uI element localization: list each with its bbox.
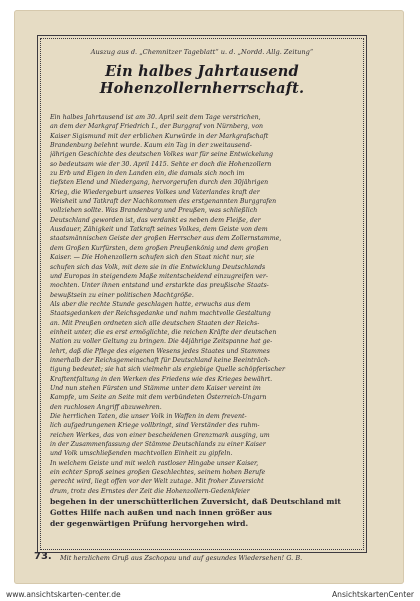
body-line: tigung bedeutet; sie hat sich vielmehr als ergiebige Quelle schöpferischer bbox=[50, 366, 285, 374]
body-line: und Volk umschließenden machtvollen Einheit zu gipfeln. bbox=[50, 450, 233, 458]
body-line: Gottes Hilfe nach außen und nach innen größer aus bbox=[50, 508, 272, 518]
body-line: Ausdauer, Zähigkeit und Tatkraft seines Volkes, dem Geiste von dem bbox=[50, 226, 268, 234]
body-line: Kaiser Sigismund mit der erblichen Kurwürde in der Markgrafschaft bbox=[50, 132, 269, 140]
body-line: lich aufgedrungenen Kriege vollbringt, sind Verständer des ruhm- bbox=[50, 422, 260, 430]
body-line: drum, trotz des Ernstes der Zeit die Hohenzollern-Gedenkfeier bbox=[50, 487, 250, 495]
body-line: Staatsgedanken der Reichsgedanke und nahm machtvolle Gestaltung bbox=[50, 310, 271, 318]
body-line: Ein halbes Jahrtausend ist am 30. April seit dem Tage verstrichen, bbox=[50, 114, 261, 121]
body-line: an. Mit Preußen ordneten sich alle deutschen Staaten der Reichs- bbox=[50, 319, 260, 327]
body-line: an dem der Markgraf Friedrich I., der Burggraf von Nürnberg, von bbox=[50, 123, 263, 131]
body-line: jährigen Geschichte des deutschen Volkes war für seine Entwickelung bbox=[50, 151, 273, 159]
body-line: Kraftentfaltung in den Werken des Friedens wie des Krieges bewährt. bbox=[50, 375, 273, 383]
body-line: Deutschland geworden ist, das verdankt es neben dem Fleiße, der bbox=[50, 216, 261, 224]
body-line: In welchem Geiste und mit welch rastloser Hingabe unser Kaiser, bbox=[50, 459, 259, 467]
body-line: den ruchlosen Angriff abzuwehren. bbox=[50, 403, 162, 411]
watermark-bar bbox=[0, 587, 420, 601]
body-line: einheit unter, die es erst ermöglichte, die reichen Kräfte der deutschen bbox=[50, 328, 277, 336]
article-title bbox=[48, 63, 356, 97]
body-line: begehen in der unerschütterlichen Zuversicht, daß Deutschland mit bbox=[50, 497, 341, 507]
body-line: Als aber die rechte Stunde geschlagen hatte, erwuchs aus dem bbox=[50, 300, 251, 308]
body-line: Nation zu voller Geltung zu bringen. Die 44jährige Zeitspanne hat ge- bbox=[50, 338, 273, 346]
body-line: und Europas in steigendem Maße mitentscheidend einzugreifen ver- bbox=[50, 272, 268, 280]
body-line: mochten. Unter ihnen entstand und erstarkte das preußische Staats- bbox=[50, 282, 269, 290]
body-line: innerhalb der Reichsgemeinschaft für Deutschland keine Beeinträch- bbox=[50, 356, 271, 364]
body-line: gerecht wird, liegt offen vor der Welt zutage. Mit froher Zuversicht bbox=[50, 478, 264, 486]
body-line: reichen Werkes, das von einer bescheidenen Grenzmark ausging, um bbox=[50, 431, 270, 439]
website-link[interactable]: www.ansichtskarten-center.de bbox=[6, 590, 121, 599]
body-line: ein echter Sproß seines großen Geschlechtes, seinem hohen Berufe bbox=[50, 469, 266, 477]
body-line: bewußtsein zu einer politischen Machtgröße. bbox=[50, 291, 194, 299]
handwritten-greeting: Mit herzlichem Gruß aus Zschopau und auf gesundes Wiedersehen! G. B. bbox=[60, 554, 303, 562]
body-line: staatsmännischen Geiste der großen Herrscher aus dem Zollernstamme, bbox=[50, 235, 282, 243]
brand-label: AnsichtskartenCenter bbox=[331, 590, 414, 599]
body-line: so bedeutsam wie der 30. April 1415. Sehte er doch die Hohenzollern bbox=[50, 160, 272, 168]
body-line: der gegenwärtigen Prüfung hervorgehen wird. bbox=[50, 519, 249, 529]
body-line: dem Großen Kurfürsten, dem großen Preußenkönig und dem großen bbox=[50, 244, 269, 252]
body-line: Weisheit und Tatkraft der Nachkommen des erstgenannten Burggrafen bbox=[50, 198, 277, 206]
body-line: tiefsten Elend und Niedergang, hervorgerufen durch den 30jährigen bbox=[50, 179, 269, 187]
title-line-2: Hohenzollernherrschaft. bbox=[99, 80, 305, 97]
body-line: vollziehen sollte. Was Brandenburg und Preußen, was schließlich bbox=[50, 207, 258, 215]
article-body bbox=[50, 113, 354, 529]
body-line: Und nun stehen Fürsten und Stämme unter dem Kaiser vereint im bbox=[50, 384, 261, 392]
body-line: zu Erb und Eigen in den Landen ein, die damals sich noch im bbox=[50, 170, 245, 178]
body-line: schufen sich das Volk, mit dem sie in die Entwicklung Deutschlands bbox=[50, 263, 266, 271]
body-line: Krieg, die Wiedergeburt unseres Volkes und Vaterlandes kraft der bbox=[50, 188, 260, 196]
body-line: Brandenburg belehnt wurde. Kaum ein Tag in der zweitausend- bbox=[50, 142, 252, 150]
body-line: Kaiser. — Die Hohenzollern schufen sich den Staat nicht nur, sie bbox=[50, 254, 255, 262]
body-line: in der Zusammenfassung der Stämme Deutschlands zu einer Kaiser bbox=[50, 441, 266, 449]
source-header: Auszug aus d. „Chemnitzer Tageblatt“ u. d. „Nordd. Allg. Zeitung“ bbox=[90, 48, 314, 56]
title-line-1: Ein halbes Jahrtausend bbox=[105, 63, 299, 80]
card-number: 73. bbox=[34, 551, 52, 562]
body-line: Die herrlichen Taten, die unser Volk in Waffen in dem frevent- bbox=[50, 413, 247, 420]
body-line: Kampfe, um Seite an Seite mit dem verbündeten Österreich-Ungarn bbox=[50, 394, 267, 402]
body-line: lehrt, daß die Pflege des eigenen Wesens jedes Staates und Stammes bbox=[50, 347, 270, 355]
